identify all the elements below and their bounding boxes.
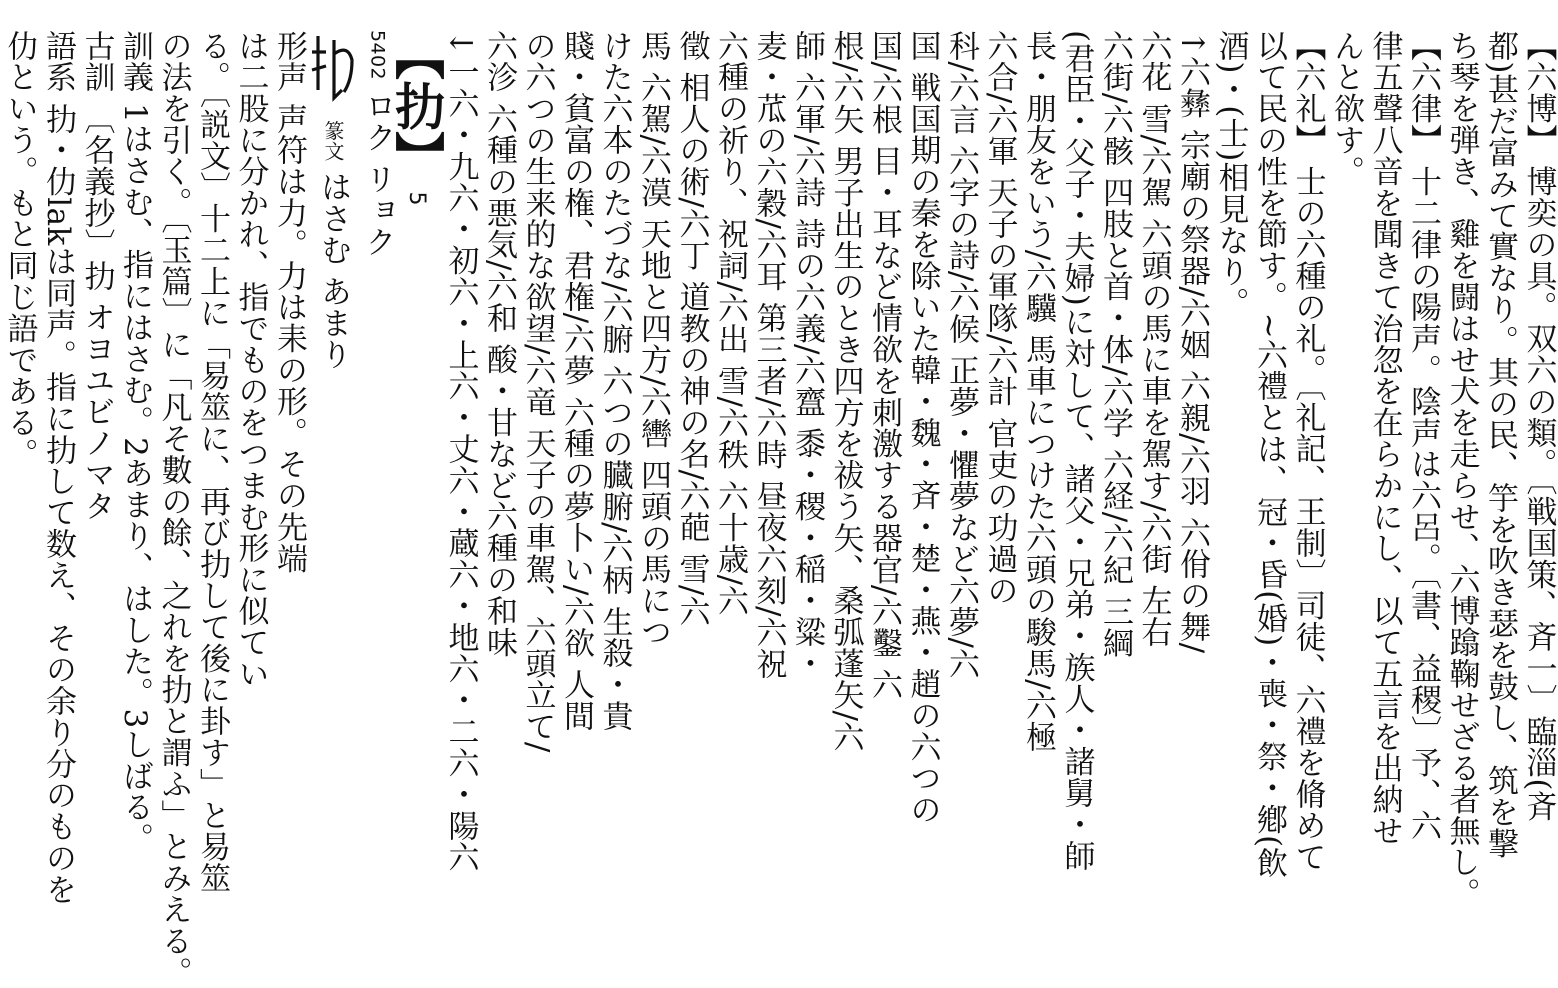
column-19: 根/六矢 男子出生のとき四方を祓う矢、桑弧蓬矢/六 [827, 30, 864, 753]
column-22: 六種の祈り、祝詞/六出 雪/六秩 六十歳/六 [712, 30, 748, 617]
column-8: 以て民の性を節す。~六禮とは、冠・昏(婚)・喪・祭・鄕(飲 [1251, 30, 1287, 879]
column-10: ↑六彝 宗廟の祭器/六姻 六親/六羽 六佾の舞/ [1174, 30, 1210, 654]
column-17: 国 戦国期の秦を除いた韓・魏・斉・楚・燕・趙の六つの [904, 30, 941, 826]
etymology-3: る。〔説文〕十二上に「易筮に、再び扐して後に卦す」と易筮 [194, 30, 230, 894]
column-23: 徵 相人の術/六丁 道教の神の名/六葩 雪/六 [673, 30, 710, 628]
char-code: 5402 [366, 30, 389, 80]
column-24: 馬 六駕/六漠 天地と四方/六轡 四頭の馬につ [635, 30, 671, 648]
seal-label: 篆文 [321, 120, 345, 162]
column-16: 科/六言 六字の詩/六候 正夢・懼夢など六夢/六 [943, 30, 979, 680]
vertical-text-body [0, 30, 1558, 988]
column-15: 六合/六軍 天子の軍隊/六計 官吏の功過の [981, 30, 1018, 606]
meanings: 訓義 1はさむ、指にはさむ。2あまり、はした。3しばる。 [117, 30, 153, 855]
column-6: んと欲す。 [1328, 30, 1364, 187]
column-28: 六沴 六種の悪気/六和 酸・甘など六種の和味 [481, 30, 517, 658]
etymology-4: の法を引く。〔玉篇〕に「凡そ數の餘、之れを扐と謂ふ」とみえる。 [155, 30, 192, 988]
column-4: 【六律】 十二律の陽声。陰声は六呂。〔書、益稷〕予、六 [1405, 30, 1441, 842]
column-5: 律五聲八音を聞きて治忽を在らかにし、以て五言を出納せ [1366, 30, 1403, 847]
etymology-1: 形声 声符は力。力は耒の形。その先端 [271, 30, 307, 575]
column-20: 師 六軍/六詩 詩の六義/六齍 黍・稷・稲・粱・ [789, 30, 825, 680]
column-2: 都)甚だ富みて實なり。其の民、竽を吹き瑟を鼓し、筑を撃 [1482, 30, 1518, 859]
column-12: 六街/六骸 四肢と首・体/六学 六経/六紀 三綱 [1097, 30, 1133, 659]
column-11: 六花 雪/六駕 六頭の馬に車を駕す/六街 左右 [1135, 30, 1172, 648]
column-3: ち琴を弾き、雞を闘はせ犬を走らせ、六博蹹鞠せざる者無し。 [1443, 30, 1480, 910]
headword: 【扐】 [387, 30, 445, 182]
onyomi: ロク リョク [359, 90, 396, 258]
column-13: (君臣・父子・夫婦)に対して、諸父・兄弟・族人・諸舅・師 [1058, 30, 1095, 872]
entry-reading [358, 30, 397, 770]
entry-header [387, 30, 445, 770]
column-27: の六つの生来的な欲望/六竜 天子の車駕、六頭立て/ [519, 30, 556, 753]
kokun: 古訓 〔名義抄〕扐 オヨユビノマタ [78, 30, 115, 522]
column-7: 【六礼】 士の六種の礼。〔礼記、王制〕司徒、六禮を脩めて [1289, 30, 1326, 873]
kunyomi: はさむ あまり [315, 171, 351, 370]
column-25: けた六本のたづな/六腑 六つの臓腑/六柄 生殺・貴 [596, 30, 633, 732]
column-18: 国/六根 目・耳など情欲を刺激する器官/六鑿 六 [866, 30, 902, 701]
etymology-2: は二股に分かれ、指でものをつまむ形に似てい [232, 30, 269, 690]
column-9: 酒)・(士)相見なり。 [1212, 30, 1249, 319]
gokei-2: 仂という。もと同じ語である。 [1, 30, 38, 470]
column-14: 長・朋友をいう/六驥 馬車につけた六頭の駿馬/六極 [1020, 30, 1056, 753]
column-1: 【六博】 博奕の具。双六の類。〔戦国策、斉一〕臨淄(斉 [1520, 30, 1557, 823]
seal-script-glyph [308, 30, 358, 110]
gokei-1: 語系 扐・仂lakは同声。指に扐して数え、その余り分のものを [40, 30, 76, 906]
entry-kun [308, 30, 358, 770]
column-29: ↓一六・九六・初六・上六・丈六・蔵六・地六・二六・陽六 [442, 30, 479, 873]
column-21: 麦・苽の六穀/六耳 第三者/六時 昼夜六刻/六祝 [750, 30, 787, 680]
column-26: 賤・貧富の権、君権/六夢 六種の夢卜い/六欲 人間 [558, 30, 594, 732]
stroke-count: 5 [404, 191, 429, 206]
